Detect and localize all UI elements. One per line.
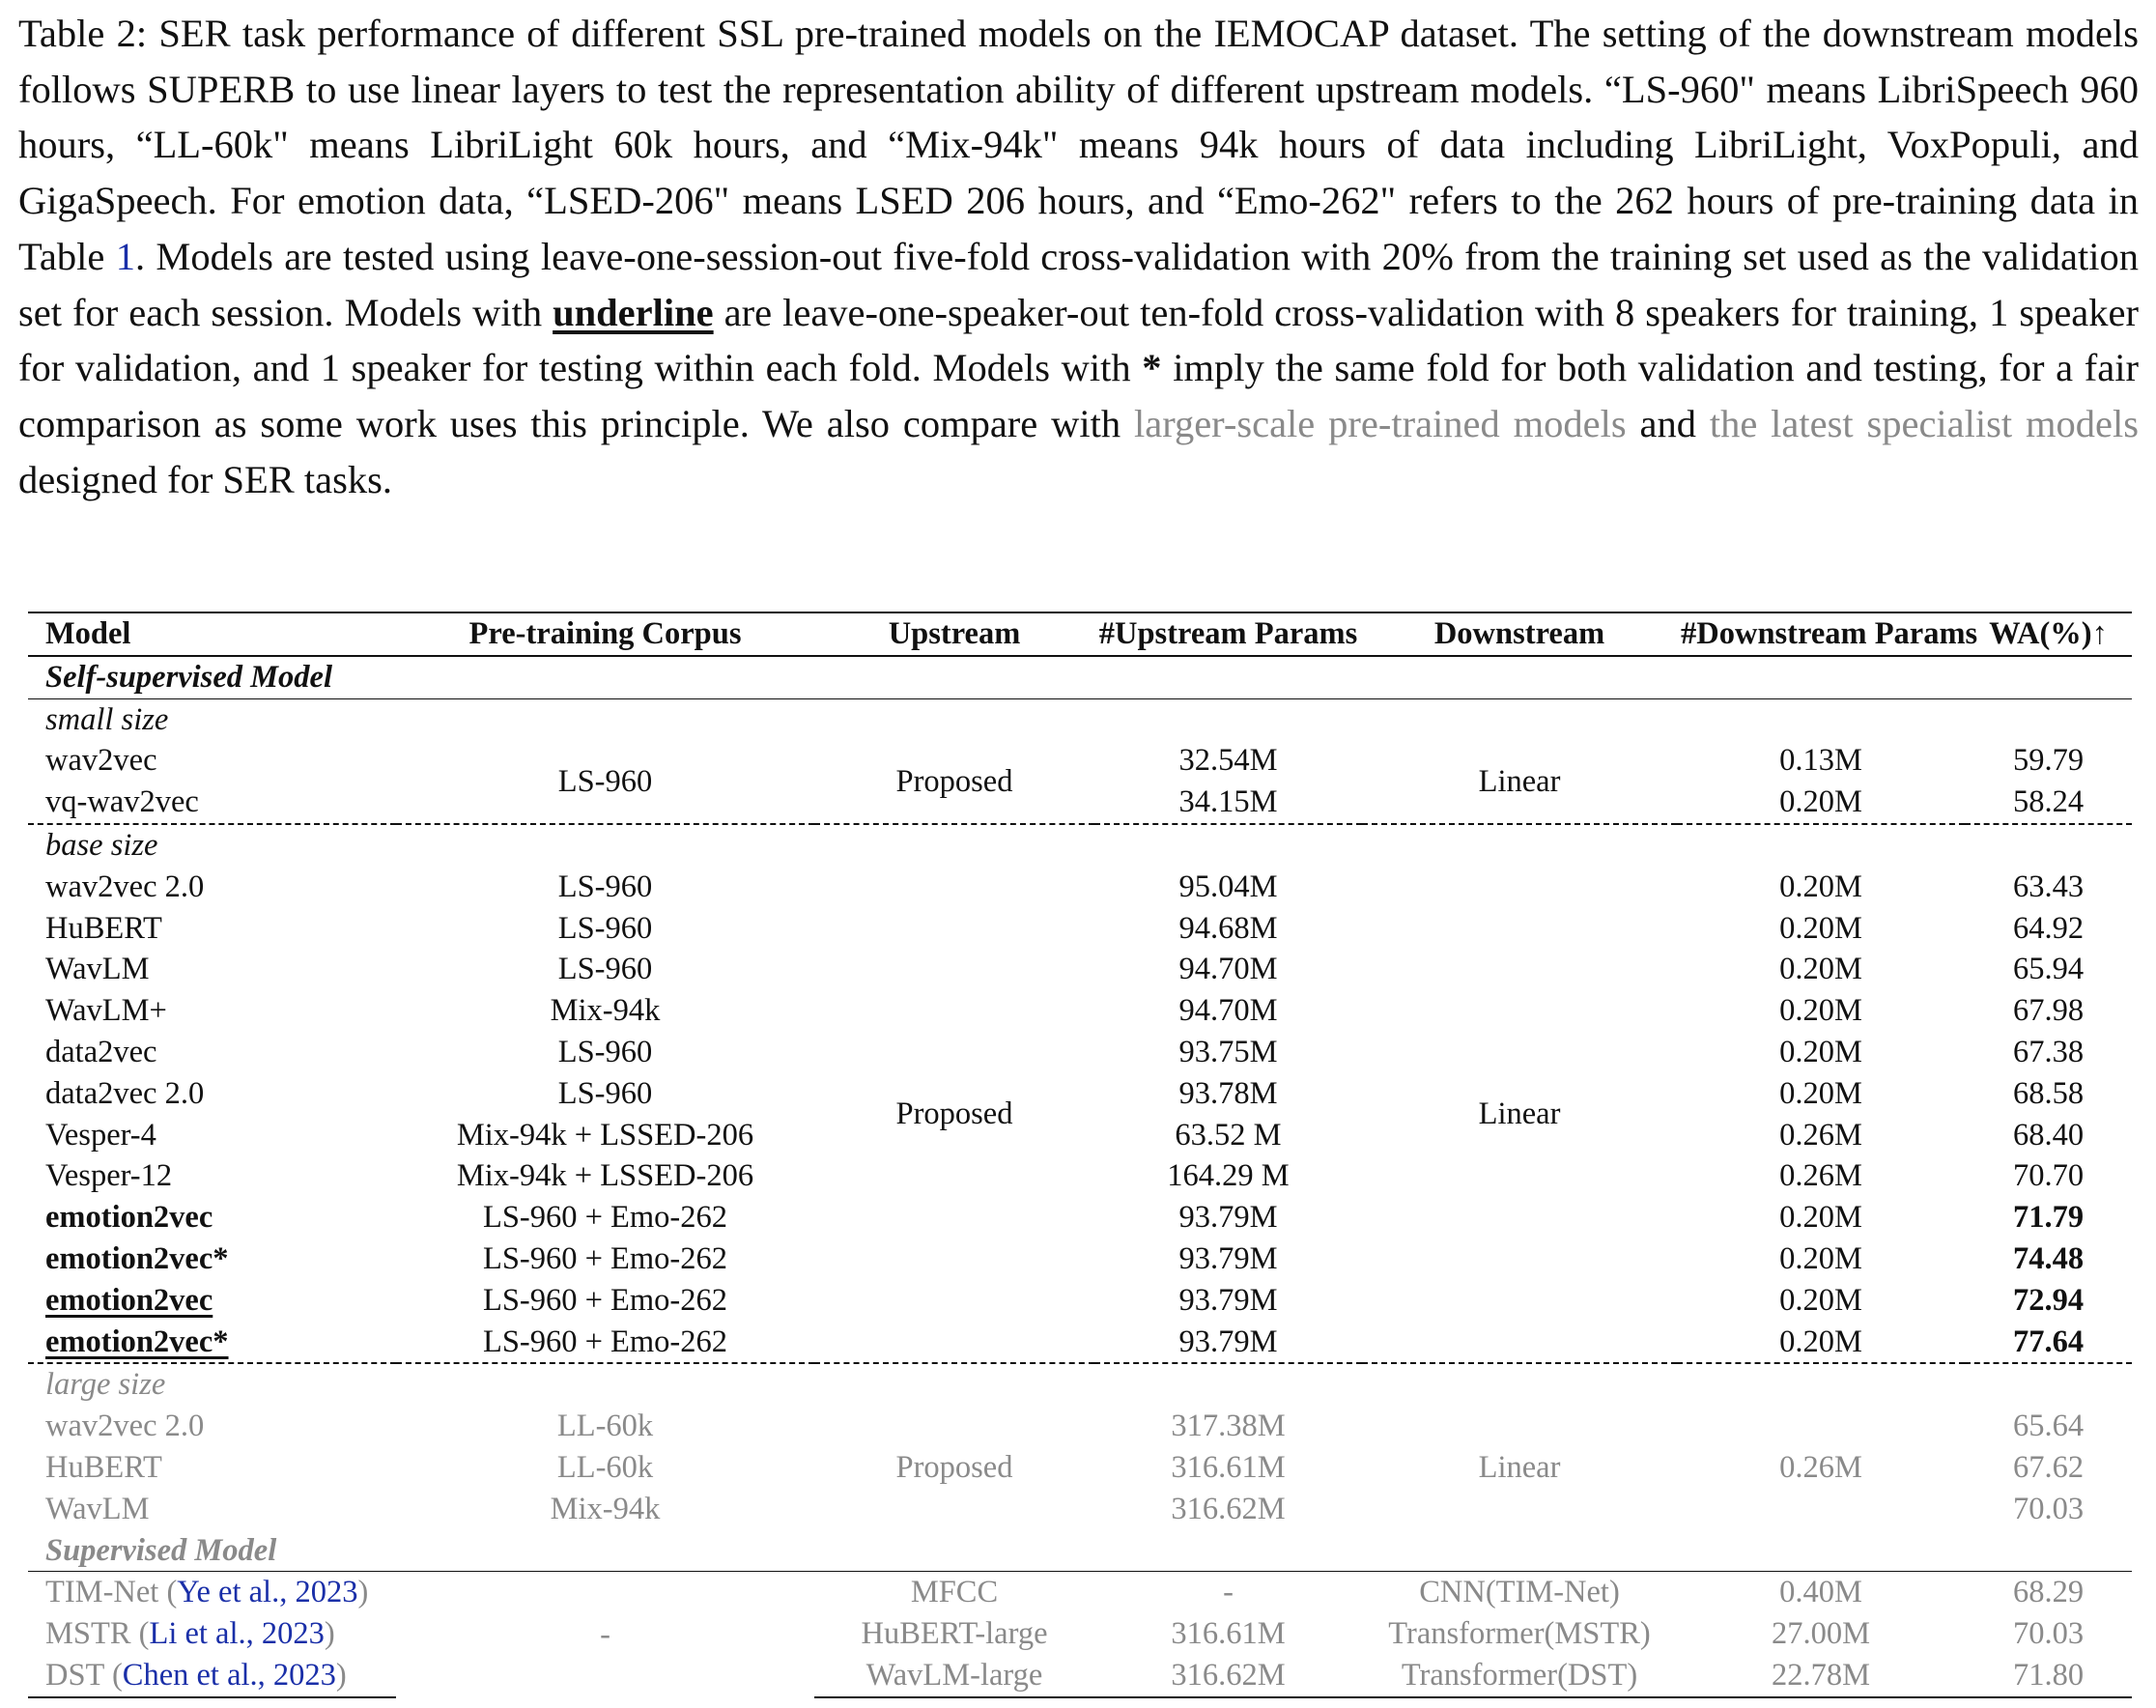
section-row (28, 656, 2132, 698)
downstream-cell: CNN(TIM-Net) (1419, 1575, 1620, 1610)
corpus-cell: LL-60k (556, 1409, 654, 1444)
caption-text: imply the same fold for both validation and testing, for a fair comparison as some work uses this principle. We also compare with (18, 346, 2139, 445)
wa-cell: 59.79 (2012, 743, 2085, 779)
col-header-corpus: Pre-training Corpus (396, 612, 814, 656)
upstream-cell: MFCC (910, 1575, 999, 1610)
table-row (28, 867, 2132, 908)
downstream-params-cell: 0.20M (1779, 784, 1862, 820)
downstream-cell: Transformer(DST) (1362, 1655, 1677, 1697)
col-header-wa: WA(%)↑ (1965, 612, 2132, 656)
model-cell: Vesper-12 (45, 1158, 173, 1194)
model-cell: DST (Chen et al., 2023) (28, 1655, 396, 1697)
model-cell: HuBERT (45, 1449, 162, 1485)
upstream-params-cell: - (1223, 1575, 1234, 1610)
model-cell: WavLM+ (45, 993, 167, 1029)
downstream-params-cell: 0.13M (1779, 743, 1862, 779)
star-keyword: * (1142, 346, 1162, 390)
corpus-cell: LS-960 (557, 1075, 653, 1111)
wa-cell: 67.62 (2012, 1449, 2085, 1485)
upstream-params-cell: 316.62M (1171, 1491, 1286, 1526)
table-row (28, 1406, 2132, 1447)
upstream-cell: Proposed (895, 1449, 1013, 1485)
downstream-params-cell: 27.00M (1771, 1616, 1871, 1652)
corpus-cell: Mix-94k + LSSED-206 (456, 1117, 754, 1153)
upstream-params-cell: 93.78M (1178, 1075, 1278, 1111)
corpus-cell: LS-960 (557, 910, 653, 946)
model-cell: vq-wav2vec (45, 784, 199, 820)
corpus-cell: Mix-94k (550, 993, 661, 1029)
model-cell: data2vec (45, 1034, 157, 1069)
caption-gray-text: the latest specialist models (1709, 401, 2140, 445)
upstream-params-cell: 94.70M (1178, 993, 1278, 1029)
model-cell: emotion2vec (45, 1200, 213, 1236)
upstream-params-cell: 34.15M (1178, 784, 1278, 820)
downstream-params-cell: 0.20M (1779, 993, 1862, 1029)
wa-cell: 68.40 (2012, 1117, 2085, 1153)
upstream-params-cell: 93.75M (1178, 1034, 1278, 1069)
upstream-params-cell: 32.54M (1178, 743, 1278, 779)
corpus-cell: Mix-94k (550, 1491, 661, 1526)
upstream-cell: HuBERT-large (861, 1616, 1048, 1652)
caption-text: and (1626, 401, 1710, 445)
subsection-title: large size (28, 1363, 2132, 1406)
subsection-row (28, 698, 2132, 740)
col-header-downstream: Downstream (1362, 612, 1677, 656)
col-header-downstream-params: #Downstream Params (1677, 612, 1965, 656)
upstream-params-cell: 63.52 M (1175, 1117, 1282, 1153)
subsection-row (28, 1363, 2132, 1406)
downstream-params-cell: 0.20M (1779, 1324, 1862, 1359)
upstream-params-cell: 164.29 M (1167, 1158, 1290, 1194)
table-1-link[interactable]: 1 (115, 234, 135, 278)
corpus-cell: LS-960 + Emo-262 (482, 1324, 728, 1359)
corpus-cell: LS-960 (557, 763, 653, 799)
wa-cell: 68.58 (2012, 1075, 2085, 1111)
upstream-params-cell: 316.61M (1171, 1449, 1286, 1485)
model-cell: Vesper-4 (45, 1117, 156, 1153)
wa-cell: 71.79 (2012, 1200, 2085, 1236)
col-header-upstream-params: #Upstream Params (1094, 612, 1362, 656)
wa-cell: 64.92 (2012, 910, 2085, 946)
table-row (28, 1613, 2132, 1655)
downstream-params-cell: 0.20M (1779, 952, 1862, 987)
upstream-cell: Proposed (895, 763, 1013, 799)
corpus-cell: LS-960 + Emo-262 (482, 1240, 728, 1276)
corpus-cell: LS-960 + Emo-262 (482, 1282, 728, 1318)
downstream-params-cell: 0.26M (1779, 1158, 1862, 1194)
caption-text: designed for SER tasks. (18, 457, 392, 501)
upstream-params-cell: 317.38M (1171, 1409, 1286, 1444)
model-cell: TIM-Net (Ye et al., 2023) (45, 1575, 369, 1610)
table-row (28, 1655, 2132, 1697)
caption-gray-text: larger-scale pre-trained models (1133, 401, 1627, 445)
model-cell (28, 1322, 396, 1364)
downstream-params-cell: 22.78M (1677, 1655, 1965, 1697)
downstream-params-cell: 0.20M (1779, 1240, 1862, 1276)
model-name: DST (45, 1657, 104, 1693)
model-name: MSTR (45, 1616, 131, 1652)
caption-text: . Models are tested using leave-one-session-out five-fold cross-validation with 20% from the training set used as the validation set for each session. Models with (18, 234, 2139, 334)
upstream-params-cell: 94.68M (1178, 910, 1278, 946)
wa-cell: 67.38 (2012, 1034, 2085, 1069)
corpus-cell: LL-60k (556, 1449, 654, 1485)
upstream-params-cell: 93.79M (1178, 1240, 1278, 1276)
wa-cell: 74.48 (2012, 1240, 2085, 1276)
results-table-wrapper (28, 612, 2132, 1698)
table-row (28, 1572, 2132, 1613)
col-header-upstream: Upstream (814, 612, 1094, 656)
upstream-params-cell: 316.62M (1094, 1655, 1362, 1697)
model-cell: wav2vec 2.0 (45, 1409, 205, 1444)
model-name-underlined: emotion2vec (45, 1282, 213, 1318)
section-row (28, 1530, 2132, 1572)
citation-link[interactable]: Chen et al., 2023 (122, 1657, 336, 1693)
wa-cell: 63.43 (2012, 868, 2085, 904)
downstream-params-cell: 0.20M (1779, 1034, 1862, 1069)
upstream-params-cell: 93.79M (1178, 1324, 1278, 1359)
results-table (28, 612, 2132, 1698)
model-cell: MSTR (Li et al., 2023) (45, 1616, 335, 1652)
underline-keyword: underline (553, 290, 714, 334)
subsection-row (28, 824, 2132, 867)
citation-link[interactable]: Li et al., 2023 (149, 1616, 325, 1652)
wa-cell: 68.29 (2012, 1575, 2085, 1610)
section-title: Supervised Model (28, 1530, 2132, 1572)
model-cell: wav2vec (45, 743, 157, 779)
wa-cell: 67.98 (2012, 993, 2085, 1029)
wa-cell: 70.03 (2012, 1491, 2085, 1526)
downstream-params-cell: 0.26M (1779, 1117, 1862, 1153)
upstream-cell: WavLM-large (814, 1655, 1094, 1697)
downstream-params-cell: 0.20M (1779, 868, 1862, 904)
downstream-params-cell: 0.20M (1779, 910, 1862, 946)
subsection-title: small size (45, 701, 169, 737)
downstream-cell: Linear (1478, 1096, 1561, 1132)
model-cell: emotion2vec* (45, 1240, 229, 1276)
citation-link[interactable]: Ye et al., 2023 (177, 1575, 358, 1610)
upstream-params-cell: 93.79M (1178, 1282, 1278, 1318)
caption-text: Table 2: SER task performance of different SSL pre-trained models on the IEMOCAP dataset. The setting of the downstream models follows SUPERB to use linear layers to test the representation ability of different upstream models. “LS-960" means LibriSpeech 960 hours, “LL-60k" means LibriLight 60k hours, and “Mix-94k" means 94k hours of data including LibriLight, VoxPopuli, and GigaSpeech. For emotion data, “LSED-206" means LSED 206 hours, and “Emo-262" refers to the 262 hours of pre-training data in Table (18, 12, 2139, 278)
upstream-cell: Proposed (895, 1096, 1013, 1132)
downstream-params-cell: 0.20M (1779, 1075, 1862, 1111)
caption-text: are leave-one-speaker-out ten-fold cross-validation with 8 speakers for training, 1 speaker for validation, and 1 speaker for testing within each fold. Models with (18, 290, 2140, 390)
col-header-model: Model (28, 612, 396, 656)
wa-cell: 65.64 (2012, 1409, 2085, 1444)
upstream-params-cell: 316.61M (1171, 1616, 1286, 1652)
wa-cell: 58.24 (2012, 784, 2085, 820)
downstream-params-cell: 0.20M (1779, 1200, 1862, 1236)
corpus-cell: LS-960 (557, 952, 653, 987)
corpus-cell: - (600, 1616, 610, 1652)
model-cell: wav2vec 2.0 (45, 868, 205, 904)
table-header-row (28, 612, 2132, 656)
downstream-cell: Transformer(MSTR) (1388, 1616, 1651, 1652)
wa-cell: 70.70 (2012, 1158, 2085, 1194)
model-cell: data2vec 2.0 (45, 1075, 205, 1111)
corpus-cell: LS-960 (557, 1034, 653, 1069)
upstream-params-cell: 95.04M (1178, 868, 1278, 904)
upstream-params-cell: 93.79M (1178, 1200, 1278, 1236)
downstream-params-cell: 0.20M (1779, 1282, 1862, 1318)
downstream-params-cell: 0.40M (1779, 1575, 1862, 1610)
section-title: Self-supervised Model (28, 656, 2132, 698)
wa-cell: 72.94 (2012, 1282, 2085, 1318)
model-cell: HuBERT (45, 910, 162, 946)
model-cell: WavLM (45, 952, 150, 987)
corpus-cell: LS-960 (557, 868, 653, 904)
downstream-cell: Linear (1478, 1449, 1561, 1485)
wa-cell: 77.64 (2012, 1324, 2085, 1359)
table-caption (18, 6, 2139, 507)
corpus-cell: LS-960 + Emo-262 (482, 1200, 728, 1236)
corpus-cell: Mix-94k + LSSED-206 (456, 1158, 754, 1194)
wa-cell: 70.03 (2012, 1616, 2085, 1652)
model-name: TIM-Net (45, 1575, 159, 1610)
model-name-underlined: emotion2vec* (45, 1324, 229, 1359)
model-cell: WavLM (45, 1491, 150, 1526)
downstream-params-cell: 0.26M (1779, 1449, 1862, 1485)
wa-cell: 65.94 (2012, 952, 2085, 987)
wa-cell: 71.80 (1965, 1655, 2132, 1697)
upstream-params-cell: 94.70M (1178, 952, 1278, 987)
downstream-cell: Linear (1478, 763, 1561, 799)
model-cell (28, 1280, 396, 1322)
subsection-title: base size (28, 824, 2132, 867)
table-row (28, 740, 2132, 782)
